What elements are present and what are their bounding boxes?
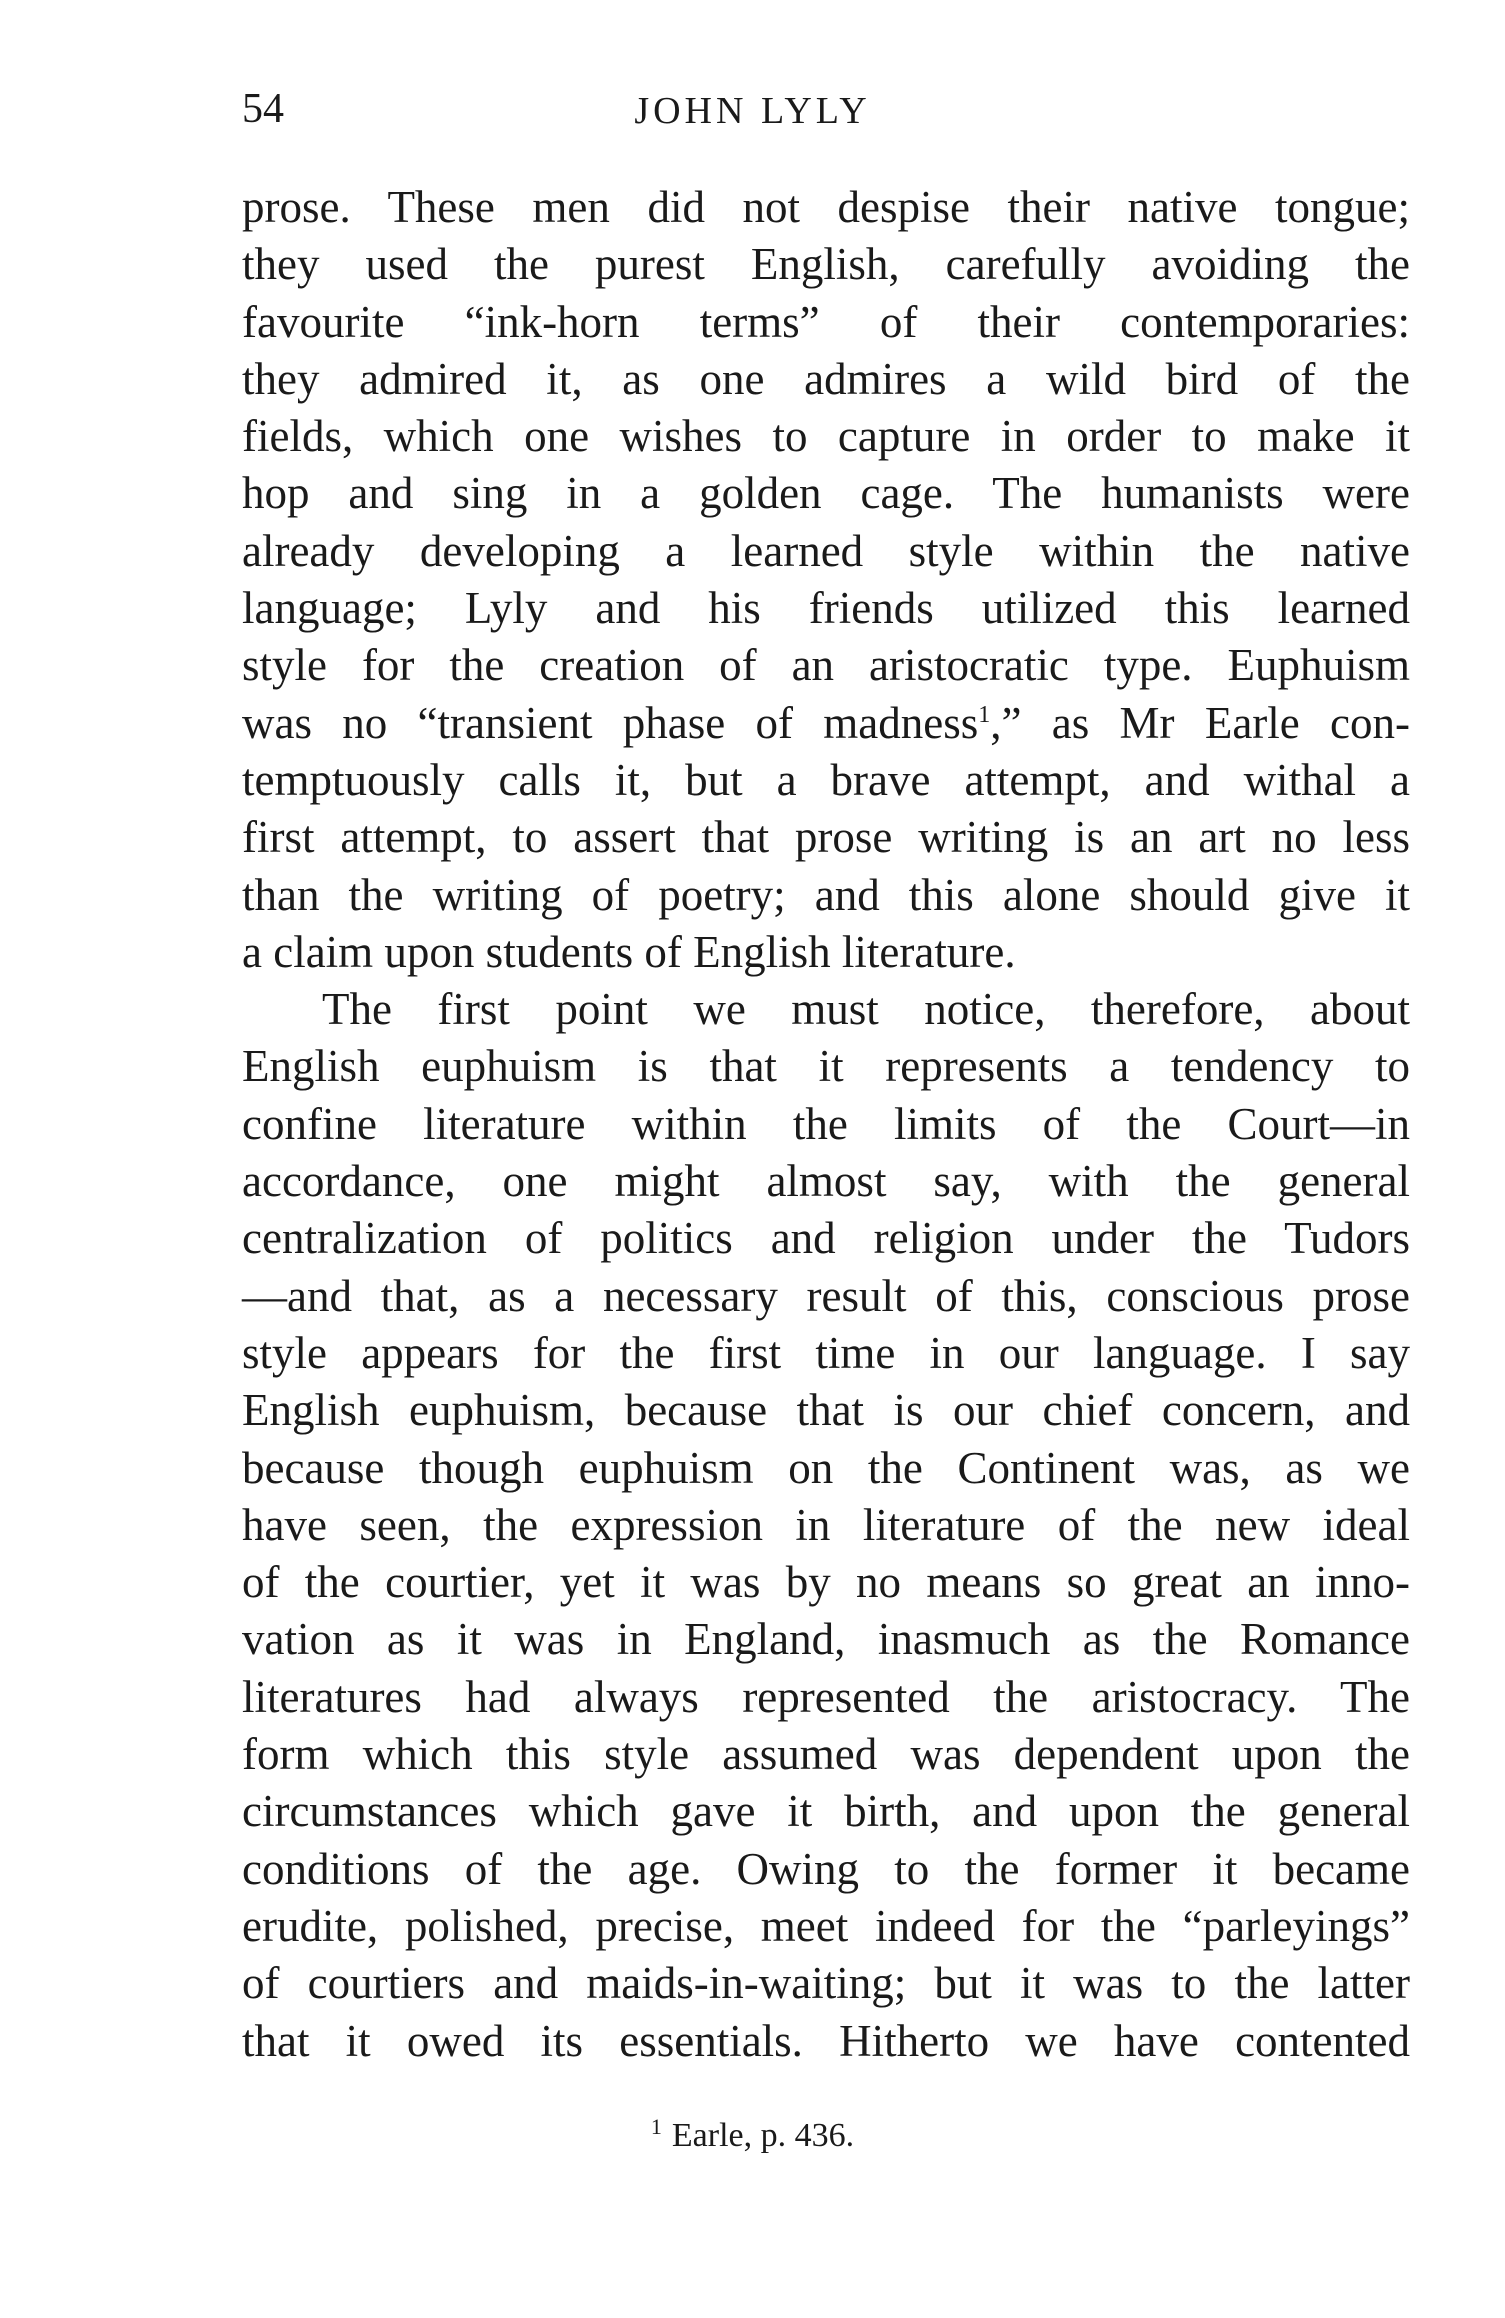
text-line-with-footnote-ref (242, 695, 1410, 752)
text-line: erudite, polished, precise, meet indeed for the “parleyings” (242, 1900, 1410, 1951)
text-line: fields, which one wishes to capture in order to make it (242, 411, 1410, 462)
text-line: —and that, as a necessary result of this, conscious prose (242, 1270, 1410, 1321)
text-line: first attempt, to assert that prose writing is an art no less (242, 812, 1410, 863)
text-fragment: ,” as Mr Earle con- (990, 697, 1410, 748)
text-line: English euphuism is that it represents a tendency to (242, 1041, 1410, 1092)
text-fragment: was no “transient phase of madness (242, 697, 979, 748)
text-line: because though euphuism on the Continent was, as we (242, 1442, 1410, 1493)
text-line: form which this style assumed was dependent upon the (242, 1729, 1410, 1780)
text-line: literatures had always represented the aristocracy. The (242, 1671, 1410, 1722)
text-line: temptuously calls it, but a brave attempt, and withal a (242, 754, 1410, 805)
running-title: JOHN LYLY (634, 90, 871, 132)
text-line: centralization of politics and religion under the Tudors (242, 1213, 1410, 1264)
text-line: have seen, the expression in literature of the new ideal (242, 1499, 1410, 1550)
body-text (242, 179, 1410, 2070)
text-line: favourite “ink-horn terms” of their contemporaries: (242, 296, 1410, 347)
footnote-reference: 1 (978, 701, 991, 728)
text-line: of the courtier, yet it was by no means so great an inno- (242, 1557, 1410, 1608)
text-line: language; Lyly and his friends utilized this learned (242, 583, 1410, 634)
page-number: 54 (242, 86, 284, 132)
text-line: style appears for the first time in our language. I say (242, 1327, 1410, 1378)
text-line: that it owed its essentials. Hitherto we have contented (242, 2015, 1410, 2066)
paragraph-first-line: The first point we must notice, therefore, about (322, 984, 1410, 1035)
text-line: English euphuism, because that is our chief concern, and (242, 1385, 1410, 1436)
text-line: circumstances which gave it birth, and upon the general (242, 1786, 1410, 1837)
footnote-text: Earle, p. 436. (671, 2117, 855, 2154)
text-line: hop and sing in a golden cage. The humanists were (242, 468, 1410, 519)
text-line: they admired it, as one admires a wild bird of the (242, 353, 1410, 404)
text-line: a claim upon students of English literature. (242, 926, 1016, 977)
text-line: prose. These men did not despise their native tongue; (242, 182, 1410, 232)
text-line: of courtiers and maids-in-waiting; but it was to the latter (242, 1958, 1410, 2009)
text-line: than the writing of poetry; and this alone should give it (242, 869, 1410, 920)
text-line: they used the purest English, carefully avoiding the (242, 239, 1410, 290)
footnote-marker: 1 (650, 2114, 662, 2139)
text-line: conditions of the age. Owing to the former it became (242, 1843, 1410, 1894)
text-line: confine literature within the limits of the Court—in (242, 1098, 1410, 1149)
text-line: style for the creation of an aristocratic type. Euphuism (242, 640, 1410, 691)
footnote (0, 2116, 1505, 2153)
text-line: vation as it was in England, inasmuch as the Romance (242, 1614, 1410, 1665)
text-line: accordance, one might almost say, with the general (242, 1156, 1410, 1207)
text-line: already developing a learned style within the native (242, 525, 1410, 576)
